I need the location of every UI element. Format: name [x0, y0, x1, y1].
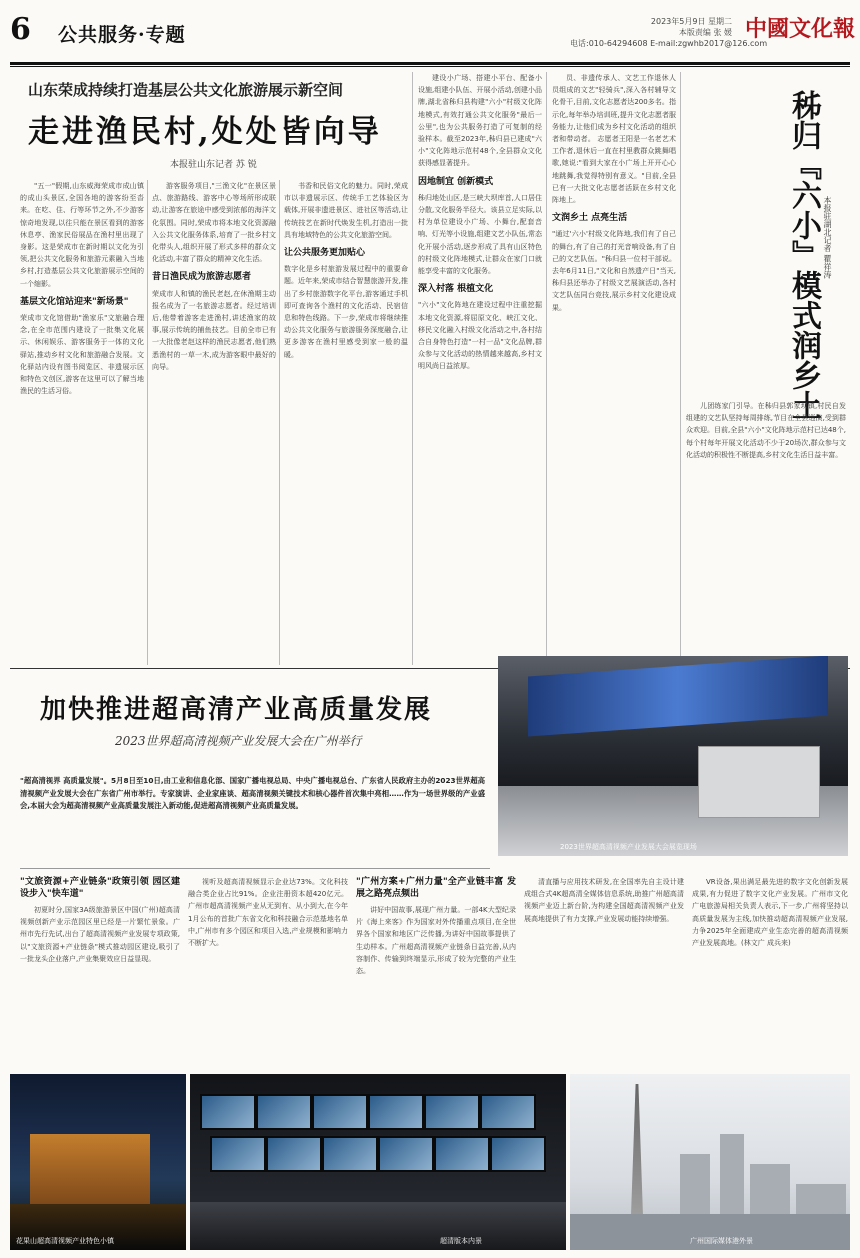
article2-lead: "超高清视界 高质量发展"。5月8日至10日,由工业和信息化部、国家广播电视总局、中央广播电视总台、广东省人民政府主办的2023世界超高清视频产业发展大会在广东省广州市举行。专家演讲、企业家座谈、超高清视频关键技术和核心器件首次集中亮相……作为一场世界级的产业盛会,本届大会为超高清视频产业高质量发展注入新动能,促进超高清视频产业高质量发展。: [20, 776, 485, 810]
column-divider: [147, 180, 148, 665]
monitor: [256, 1094, 312, 1130]
article-right-subhead-1: 文润乡土 点亮生活: [552, 213, 628, 224]
page-number: 6: [10, 12, 31, 47]
article-mid-column-1: [418, 72, 542, 665]
article-mid-col1b-text: 秭归地处山区,是三峡大坝库首,人口居住分散,文化服务半径大。该县立足实际,以村为单位建设小广场、小舞台,配套音响、灯光等小设施,组建文艺小队伍,常态化开展小活动,逐步形成了具有山区特色的村级文化阵地模式,让群众在家门口就能享受丰富的文化服务。: [418, 193, 542, 276]
exhibit-stand: [698, 746, 820, 818]
article1-column-2: [152, 180, 276, 665]
monitor: [266, 1136, 322, 1172]
night-town-caption: 花果山超高清视频产业特色小镇: [16, 1237, 114, 1245]
article-right-col2-text: "通过'六小'村级文化阵地,我们有了自己的舞台,有了自己的打光音响设备,有了自己的文艺队伍。"秭归县一位村干部说。去年6月11日,"文化和自然遗产日"当天,秭归县还举办了村级文艺展演活动,各村文艺队伍同台竞技,展示乡村文化建设成果。: [552, 230, 676, 312]
article1-col1b-text: 荣成市文化馆借助"渔家乐"文旅融合理念,在全市范围内建设了一批集文化展示、休闲娱乐、游客服务于一体的文化驿站,推动乡村文化和旅游融合发展。文化驿站内设有图书阅览区、非遗展示区和特色文创区,游客在这里可以了解当地渔民的生活习俗。: [20, 314, 144, 396]
monitor: [424, 1094, 480, 1130]
article2-subhead-2: "广州方案+广州力量"全产业链丰富 发展之路亮点频出: [356, 877, 516, 899]
monitor: [312, 1094, 368, 1130]
article2-column-2: [188, 876, 348, 1068]
article1-column-3: [284, 180, 408, 665]
article-right-col1b-text: 志愿者王阳是一名老艺术工作者,退休后一直在村里教群众跳舞唱歌,她说:"看到大家在小广场上开开心心地跳舞,我觉得特别有意义。"目前,全县已有一大批文化志愿者活跃在乡村文化阵地上。: [552, 135, 676, 205]
article1-kicker: 山东荣成持续打造基层公共文化旅游展示新空间: [28, 81, 344, 99]
article1-col2b-text: 荣成市人和镇的渔民老赵,在休渔期主动报名成为了一名旅游志愿者。经过培训后,他带着游客走进渔村,讲述渔家的故事,展示传统的捕鱼技艺。目前全市已有一大批像老赵这样的渔民志愿者,他们熟悉渔村的一草一木,成为游客眼中最好的向导。: [152, 289, 276, 371]
column-divider: [546, 72, 547, 665]
article1-col3b-text: 数字化是乡村旅游发展过程中的重要命题。近年来,荣成市结合智慧旅游开发,推出了乡村旅游数字化平台,游客通过手机即可查询各个渔村的文化活动、民宿信息和特色线路。下一步,荣成市将继续推动公共文化服务与旅游服务深度融合,让更多游客在渔村里感受到家一般的温暖。: [284, 265, 408, 359]
article2-column-3: [356, 876, 516, 1068]
contact-info: 电话:010-64294608 E-mail:zgwhb2017@126.com: [570, 39, 768, 48]
column-divider: [279, 180, 280, 665]
article2-subtitle: 2023世界超高清视频产业发展大会在广州举行: [115, 734, 362, 748]
article-mid-col2b-text: "六小"文化阵地在建设过程中注重挖掘本地文化资源,将屈原文化、峡江文化、移民文化融入村级文化活动之中,各村结合自身特色打造"一村一品"文化品牌,群众参与文化活动的热情越来越高,乡村文明风尚日益浓厚。: [418, 301, 542, 371]
header-rule: [10, 62, 850, 65]
control-desk: [190, 1202, 566, 1250]
page-editor: 本版责编 张 媛: [678, 28, 732, 37]
article2-col1-text: 初夏时分,国家3A级旅游景区中国(广州)超高清视频创新产业示范园区里已经是一片繁忙景象。广州市先行先试,出台了超高清视频产业发展专项政策,以"文旅资源+产业链条"模式推动园区建设,吸引了一批龙头企业落户,产业集聚效应日益显现。: [20, 906, 180, 963]
lead-divider: [20, 868, 490, 869]
article-right-col1-text: 员、非遗传承人、文艺工作退休人员组成的文艺"轻骑兵",深入各村辅导文化骨干,目前,文化志愿者达200多名。指示化,每年举办培训班,提升文化志愿者服务能力,让他们成为乡村文化活动的组织者和带动者。: [552, 74, 676, 144]
monitor: [490, 1136, 546, 1172]
article1-col3-text: 书香和民俗文化的魅力。同时,荣成市以非遗展示区、传统手工艺体验区为载体,开展非遗进景区、进社区等活动,让传统技艺在新时代焕发生机,打造出一批具有地域特色的公共文化旅游空间。: [284, 182, 408, 239]
section-title: 公共服务·专题: [58, 24, 186, 46]
control-room-photo: [190, 1074, 566, 1250]
header-rule-thin: [10, 66, 850, 67]
monitor: [434, 1136, 490, 1172]
night-town-photo: [10, 1074, 186, 1250]
article-mid-subhead-2: 深入村落 根植文化: [418, 284, 494, 295]
article2-column-1: [20, 876, 180, 1068]
article2-subhead-1: "文旅资源+产业链条"政策引领 园区建设步入"快车道": [20, 877, 180, 899]
article-mid-subhead-1: 因地制宜 创新模式: [418, 176, 494, 187]
article1-subhead-2: 昔日渔民成为旅游志愿者: [152, 272, 252, 283]
exhibition-photo-caption: 2023世界超高清视频产业发展大会展览现场: [560, 843, 697, 851]
column-divider: [680, 72, 681, 665]
monitor: [210, 1136, 266, 1172]
article1-subhead-3: 让公共服务更加贴心: [284, 248, 366, 259]
article2-title: 加快推进超高清产业高质量发展: [40, 695, 433, 725]
article-right-title: 秭归『六小』模式润乡土: [786, 90, 821, 420]
article-right-column-1: [552, 72, 676, 665]
issue-date: 2023年5月9日 星期二: [650, 17, 732, 26]
article2-col2-text: 视听及超高清视频显示企业达73%。文化科技融合类企业占比91%。企业注册资本超420亿元。广州市超高清视频产业从无到有、从小到大,在今年1月公布的首批广东省文化和科技融合示范基地名单中,广州市有多个园区和项目入选,产业规模和影响力不断扩大。: [188, 878, 348, 948]
article2-col3-text: 讲好中国故事,展现广州力量。一部4K大型纪录片《海上来客》作为国家对外传播重点项目,在全世界各个国家和地区广泛传播,为讲好中国故事提供了生动样本。广州超高清视频产业链条日益完善,从内容制作、传输到终端显示,形成了较为完整的产业生态。: [356, 906, 516, 976]
monitor: [368, 1094, 424, 1130]
monitor: [378, 1136, 434, 1172]
control-room-caption: 超清版本内景: [440, 1237, 482, 1245]
city-skyline-caption: 广州国际媒体港外景: [690, 1237, 753, 1245]
article2-column-5: [692, 876, 848, 1068]
article-mid-col1-text: 建设小广场、搭建小平台、配备小设施,组建小队伍、开展小活动,创建小品牌,湖北省秭归县构建"六小"村级文化阵地模式,有效打通公共文化服务"最后一公里",也为公共服务打造了可复制的经验样本。截至2023年,秭归县已建成"六小"文化阵地示范村48个,全县群众文化获得感显著提升。: [418, 74, 542, 168]
article2-col4-text: 清直播与应用技术研发,在全国率先自主设计建成组合式4K超高清全媒体信息系统,助推广州超高清视频产业迈上新台阶,为构建全国超高清视频产业发展高地提供了有力支撑,产业发展动能持续增强。: [524, 878, 684, 923]
newspaper-logo: 中國文化報: [745, 16, 856, 42]
monitor: [322, 1136, 378, 1172]
masthead-meta: [570, 16, 768, 49]
article-divider: [412, 72, 413, 665]
article2-column-4: [524, 876, 684, 1068]
article2-col5-text: VR设备,果出满足最先进的数字文化创新发展成果,有力促进了数字文化产业发展。广州市文化广电旅游局相关负责人表示,下一步,广州将坚持以高质量发展为主线,加快推动超高清视频产业发展,力争2025年全面建成产业生态完善的超高清视频产业发展高地。(林文广 成兵来): [692, 878, 848, 948]
article1-column-1: [20, 180, 144, 665]
monitor: [200, 1094, 256, 1130]
article1-col1-text: "五一"假期,山东威海荣成市成山镇的成山头景区,全国各地的游客纷至沓来。在吃、住、行等环节之外,不少游客惊奇地发现,以往只能在景区看到的游客休息亭、渔家民俗展品在渔村里出现了身影。这是荣成市在新时期以文化为引领,把公共文化服务和旅游元素融入当地乡村,打造基层公共文化旅游展示空间的一个缩影。: [20, 182, 144, 288]
article1-subhead-1: 基层文化馆站迎来"新场景": [20, 296, 129, 307]
article1-col2-text: 游客服务项目,"三渔文化"在景区景点、旅游路线、游客中心等场所形成联动,让游客在旅途中感受到浓郁的海洋文化氛围。同时,荣成市将本地文化资源融入公共文化服务体系,培育了一批乡村文化带头人,组织开展了形式多样的群众文化活动,丰富了群众的精神文化生活。: [152, 182, 276, 264]
article-right-column-2: [686, 400, 846, 665]
led-screen: [528, 656, 828, 736]
article1-byline: 本报驻山东记者 苏 锐: [170, 160, 257, 170]
city-skyline-photo: [570, 1074, 850, 1250]
article-right-col3-text: 儿团练家门引导。在秭归县郭家坝镇,村民自发组建的文艺队坚持每周排练,节目在全县巡演,受到群众欢迎。目前,全县"六小"文化阵地示范村已达48个,每个村每年开展文化活动不少于20场次,群众参与文化活动的积极性不断提高,乡村文化生活日益丰富。: [686, 402, 846, 459]
monitor: [480, 1094, 536, 1130]
article-right-byline: 本报驻湖北记者 瞿祥涛: [823, 196, 832, 279]
article1-title: 走进渔民村,处处皆向导: [28, 114, 382, 150]
exhibition-photo: [498, 656, 848, 856]
